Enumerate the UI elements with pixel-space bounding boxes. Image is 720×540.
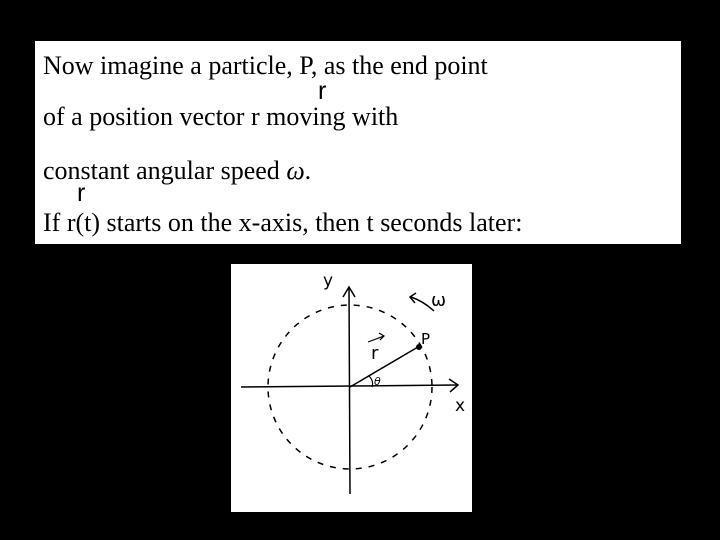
label-x: x <box>455 396 466 416</box>
text-line-2-start: of a position vector r <box>43 102 260 131</box>
vector-mark-r: r <box>318 77 327 105</box>
text-line-3-start: constant angular speed <box>43 156 287 185</box>
position-vector-line <box>350 347 418 387</box>
omega-symbol: ω <box>286 156 305 185</box>
text-line-3-end: . <box>304 156 312 185</box>
text-line-4: If r(t) starts on the x-axis, then t seconds later: <box>43 208 523 237</box>
label-omega: ω <box>431 290 447 311</box>
diagram-svg <box>231 264 472 512</box>
text-line-2-end: moving with <box>259 102 399 131</box>
text-line-2 <box>43 102 398 132</box>
circular-motion-diagram <box>231 264 472 512</box>
text-line-1: Now imagine a particle, P, as the end point <box>43 51 488 80</box>
label-p: P <box>421 330 431 348</box>
y-axis <box>349 288 350 494</box>
label-y: y <box>323 271 334 291</box>
vector-mark-r-t: r <box>77 179 86 207</box>
text-panel <box>35 41 681 244</box>
label-theta: θ <box>374 375 381 388</box>
label-r: r <box>371 343 379 364</box>
